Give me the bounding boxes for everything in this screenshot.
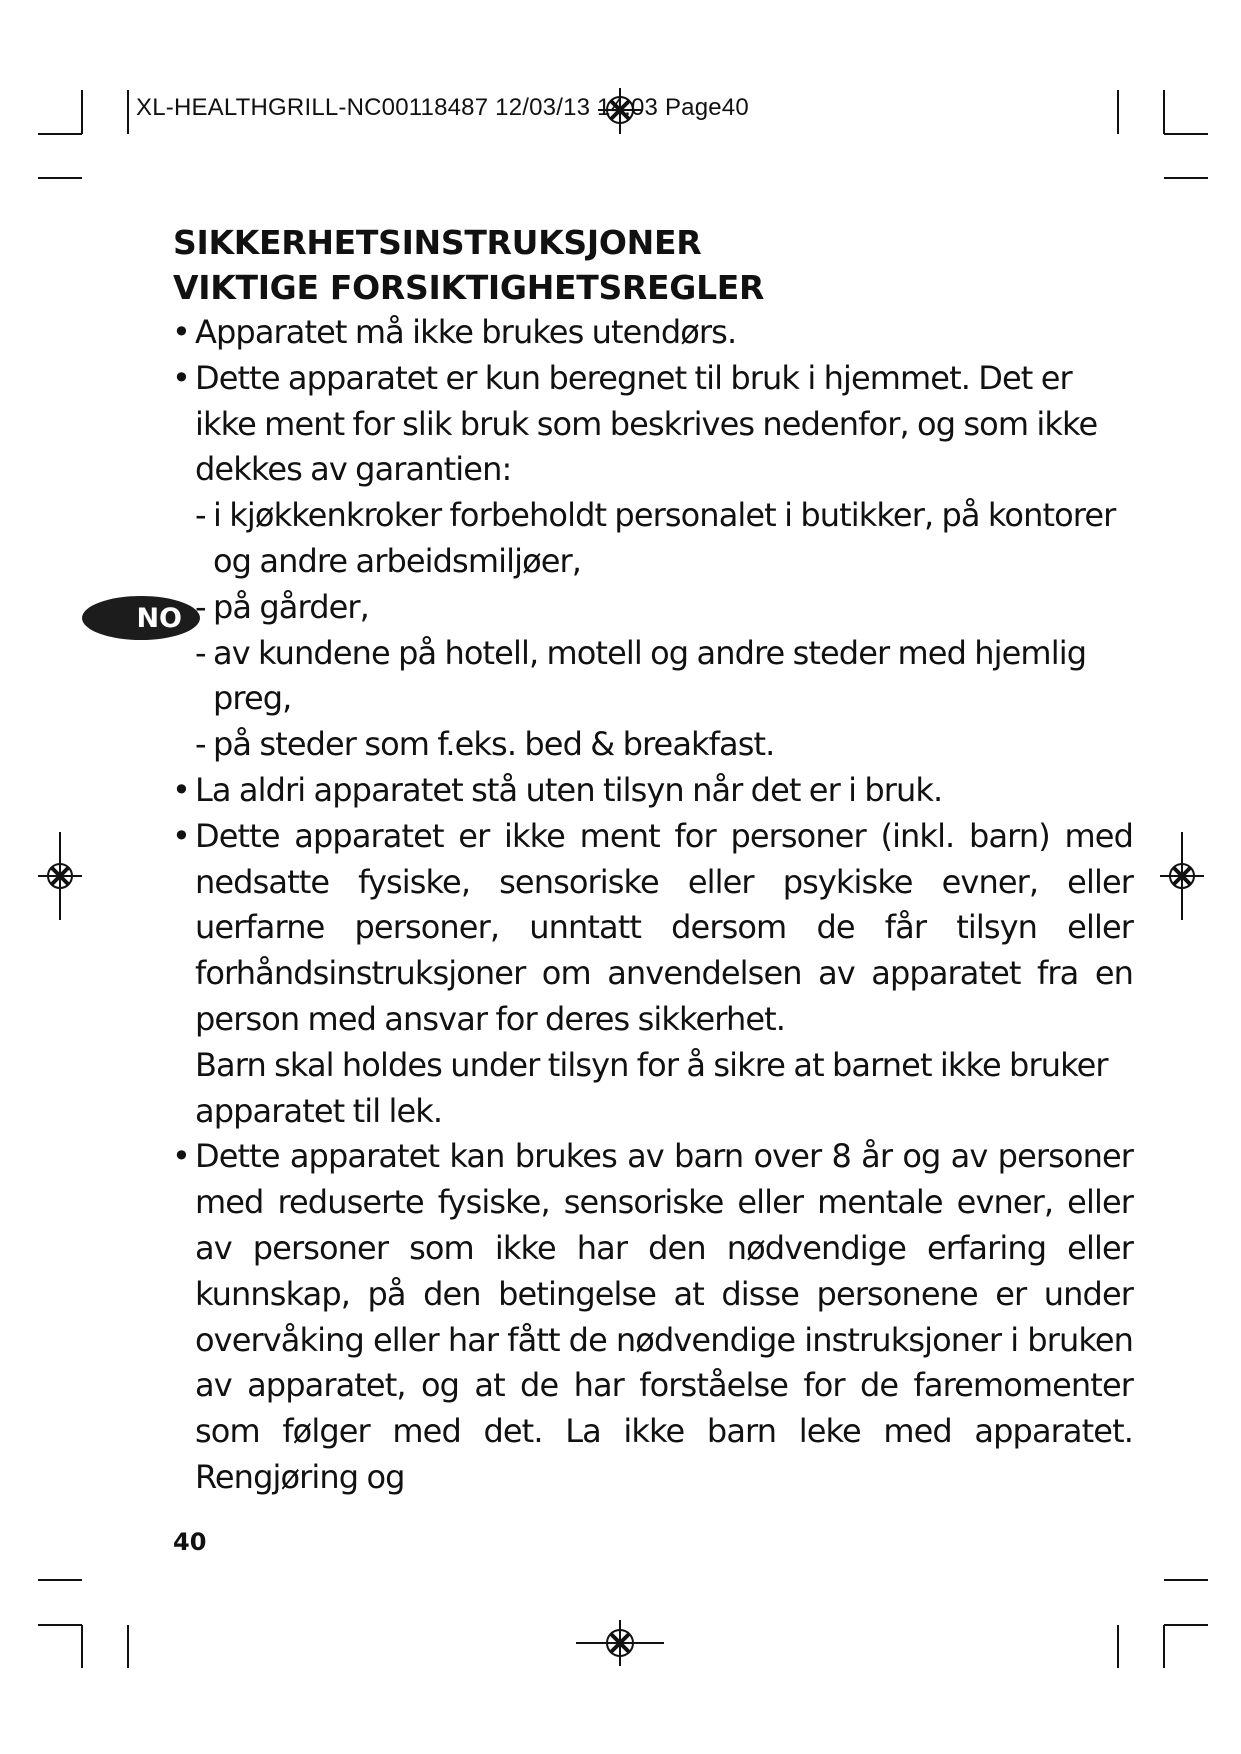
- safety-instructions: [173, 220, 1133, 1501]
- sub-item: [173, 722, 1133, 768]
- dash-marker: -: [195, 725, 206, 764]
- bullet-paragraph: Barn skal holdes under tilsyn for å sikre at barnet ikke bruker apparatet til lek.: [195, 1045, 1108, 1130]
- print-slug: XL-HEALTHGRILL-NC00118487 12/03/13 14:03 Page40: [136, 94, 749, 121]
- sub-item-text: av kundene på hotell, motell og andre steder med hjemlig preg,: [213, 633, 1087, 718]
- page-number: 40: [173, 1528, 207, 1556]
- sub-item: [173, 631, 1133, 723]
- sub-item-text: på steder som f.eks. bed & breakfast.: [213, 725, 775, 764]
- language-badge-label: NO: [136, 602, 182, 634]
- dash-marker: -: [195, 633, 206, 672]
- dash-marker: -: [195, 587, 206, 626]
- sub-item: [173, 493, 1133, 585]
- section-title: SIKKERHETSINSTRUKSJONER: [173, 223, 702, 262]
- dash-marker: -: [195, 496, 206, 535]
- bullet-item: • La aldri apparatet stå uten tilsyn når det er i bruk.: [173, 768, 1133, 814]
- sub-item-text: i kjøkkenkroker forbeholdt personalet i butikker, på kontorer og andre arbeidsmiljøer,: [213, 496, 1116, 580]
- sub-item-text: på gårder,: [213, 587, 369, 626]
- bullet-item: • Apparatet må ikke brukes utendørs.: [173, 310, 1133, 356]
- bullet-item: • Dette apparatet er ikke ment for personer (inkl. barn) med nedsatte fysiske, sensoriske eller psykiske evner, eller uerfarne personer, unntatt dersom de får tilsyn eller forhåndsinstruksjoner om anvendelsen av apparatet fra en person med ansvar for deres sikkerhet.: [173, 814, 1133, 1043]
- section-subtitle: VIKTIGE FORSIKTIGHETSREGLER: [173, 268, 765, 307]
- sub-item: [173, 585, 1133, 631]
- bullet-item: • Dette apparatet er kun beregnet til bruk i hjemmet. Det er ikke ment for slik bruk som beskrives nedenfor, og som ikke dekkes av garantien:: [173, 356, 1133, 493]
- bullet-item: • Dette apparatet kan brukes av barn over 8 år og av personer med reduserte fysiske, sensoriske eller mentale evner, eller av personer som ikke har den nødvendige erfaring eller kunnskap, på den betingelse at disse personene er under overvåking eller har fått de nødvendige instruksjoner i bruken av apparatet, og at de har forståelse for de faremomenter som følger med det. La ikke barn leke med apparatet. Rengjøring og: [173, 1134, 1133, 1500]
